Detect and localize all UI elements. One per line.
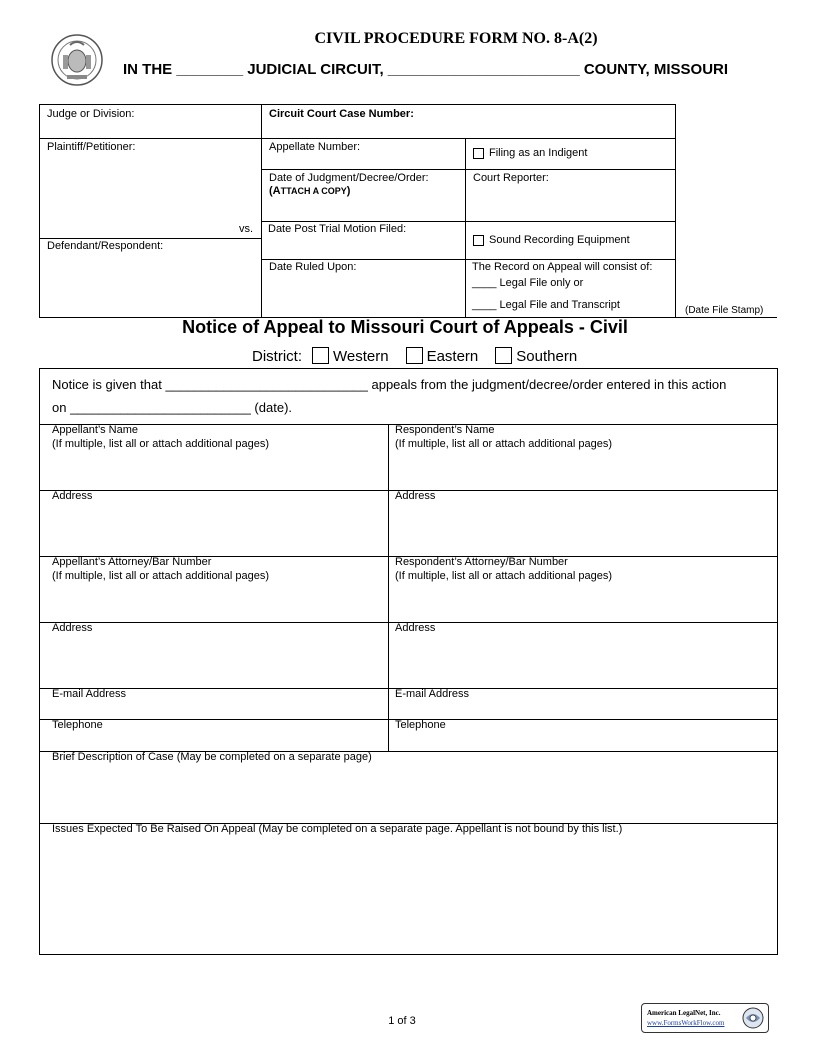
record-on-appeal-label: The Record on Appeal will consist of: <box>472 261 653 273</box>
issues-label: Issues Expected To Be Raised On Appeal (May be completed on a separate page. Appellant is not bound by this list.) <box>52 823 623 835</box>
western-label: Western <box>333 348 389 365</box>
appellant-attorney-note: (If multiple, list all or attach additional pages) <box>52 570 270 582</box>
notice-line-1[interactable]: Notice is given that ____________________________ appeals from the judgment/decree/order entered in this action <box>52 377 727 392</box>
date-ruled-label: Date Ruled Upon: <box>269 261 357 273</box>
respondent-attorney-address-label: Address <box>395 622 436 634</box>
appellant-telephone-label: Telephone <box>52 719 103 731</box>
notice-line-2[interactable]: on _________________________ (date). <box>52 400 293 415</box>
attach-copy-note: (ATTACH A COPY) <box>269 185 351 197</box>
case-info-table <box>39 104 676 318</box>
appellant-attorney-address-label: Address <box>52 622 93 634</box>
defendant-label: Defendant/Respondent: <box>47 240 164 252</box>
eastern-label: Eastern <box>426 348 479 365</box>
appellant-email-label: E-mail Address <box>52 688 126 700</box>
eastern-checkbox[interactable] <box>406 347 423 364</box>
form-number: CIVIL PROCEDURE FORM NO. 8-A(2) <box>314 30 598 47</box>
judge-division-label: Judge or Division: <box>47 108 135 120</box>
logo-website-link[interactable]: www.FormsWorkFlow.com <box>647 1019 725 1027</box>
appellate-number-label: Appellate Number: <box>269 141 361 153</box>
appeal-details-form <box>39 368 778 955</box>
indigent-checkbox[interactable] <box>473 148 484 159</box>
district-selector <box>252 347 577 365</box>
appellant-name-note: (If multiple, list all or attach additional pages) <box>52 438 270 450</box>
respondent-email-label: E-mail Address <box>395 688 469 700</box>
court-reporter-label: Court Reporter: <box>473 172 549 184</box>
western-checkbox[interactable] <box>312 347 329 364</box>
respondent-address-label: Address <box>395 490 436 502</box>
case-number-label: Circuit Court Case Number: <box>269 108 414 120</box>
date-file-stamp-label: (Date File Stamp) <box>685 305 764 316</box>
appellant-name-label: Appellant’s Name <box>52 424 139 436</box>
respondent-telephone-label: Telephone <box>395 719 446 731</box>
logo-company-name: American LegalNet, Inc. <box>647 1009 721 1017</box>
indigent-label: Filing as an Indigent <box>489 147 588 159</box>
judgment-date-label: Date of Judgment/Decree/Order: <box>269 172 429 184</box>
page-title: Notice of Appeal to Missouri Court of Appeals - Civil <box>182 317 628 337</box>
respondent-name-label: Respondent’s Name <box>395 424 495 436</box>
appellant-attorney-label: Appellant’s Attorney/Bar Number <box>52 556 212 568</box>
brief-description-label: Brief Description of Case (May be completed on a separate page) <box>52 751 372 763</box>
plaintiff-label: Plaintiff/Petitioner: <box>47 141 136 153</box>
respondent-attorney-label: Respondent’s Attorney/Bar Number <box>395 556 568 568</box>
southern-label: Southern <box>516 348 578 365</box>
vs-label: vs. <box>239 223 254 235</box>
globe-icon <box>742 1007 764 1029</box>
respondent-name-note: (If multiple, list all or attach additional pages) <box>395 438 613 450</box>
district-label: District: <box>252 348 302 365</box>
sound-recording-checkbox[interactable] <box>473 235 484 246</box>
circuit-county-line: IN THE ________ JUDICIAL CIRCUIT, _______________________ COUNTY, MISSOURI <box>123 61 729 78</box>
respondent-attorney-note: (If multiple, list all or attach additional pages) <box>395 570 613 582</box>
legalnet-logo[interactable] <box>641 1003 769 1033</box>
sound-recording-label: Sound Recording Equipment <box>489 234 630 246</box>
record-option-transcript[interactable]: ____ Legal File and Transcript <box>472 299 620 311</box>
southern-checkbox[interactable] <box>495 347 512 364</box>
post-trial-motion-label: Date Post Trial Motion Filed: <box>268 223 407 235</box>
appellant-address-label: Address <box>52 490 93 502</box>
page-number: 1 of 3 <box>388 1015 416 1027</box>
record-option-legal-file[interactable]: ____ Legal File only or <box>472 277 584 289</box>
